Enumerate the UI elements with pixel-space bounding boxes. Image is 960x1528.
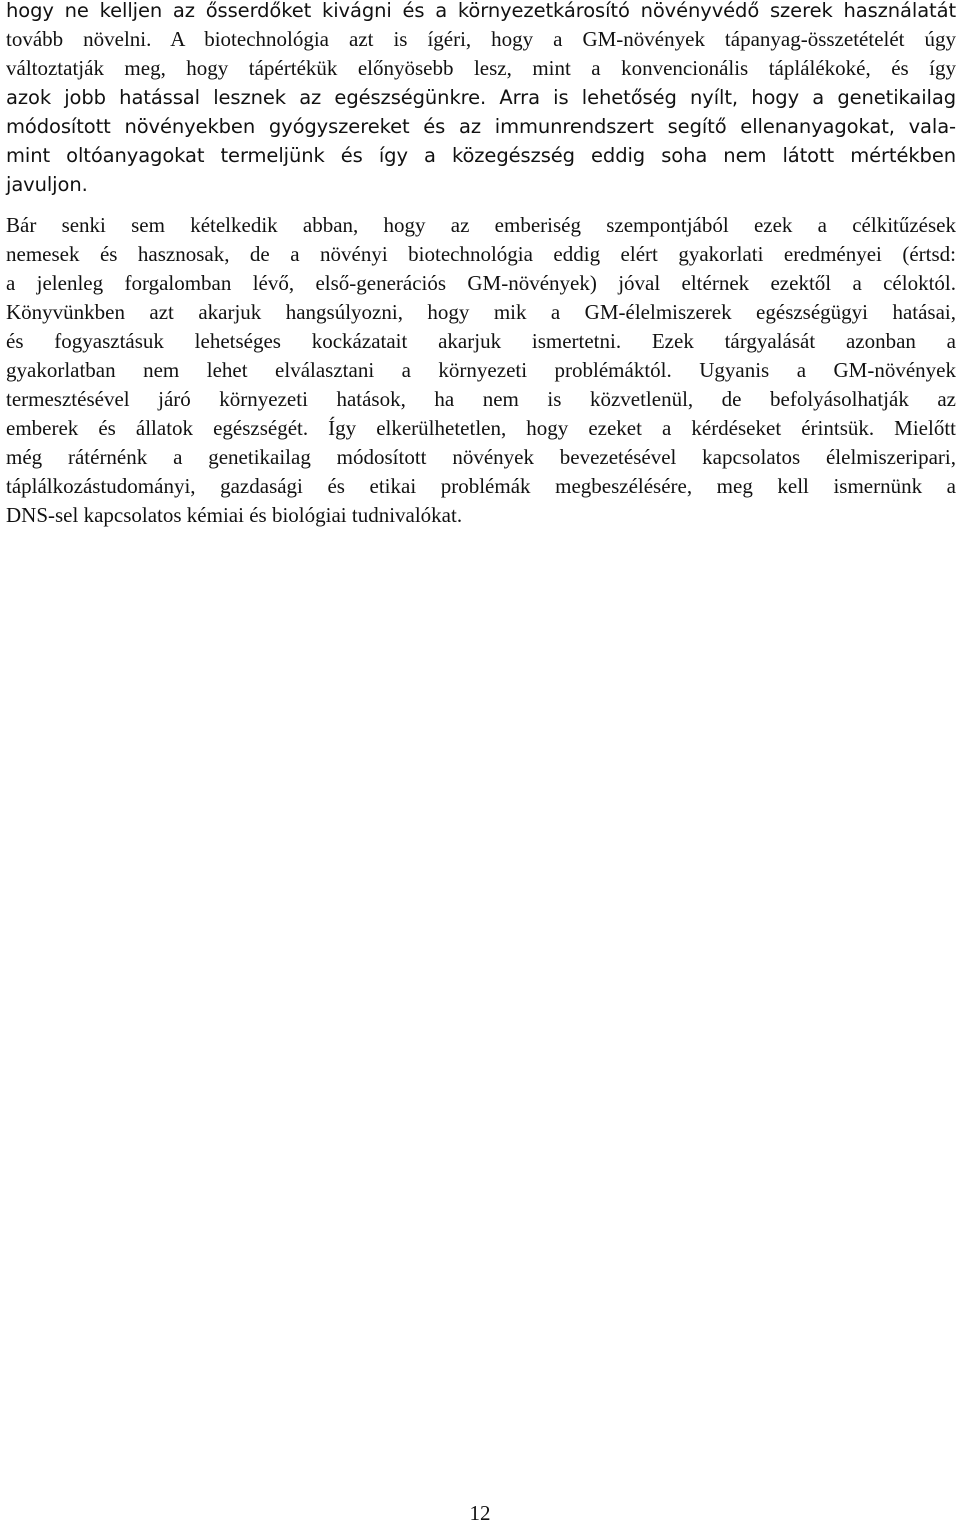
text-line: termesztésével járó környezeti hatások, ha nem is közvetlenül, de befolyásolhatják az <box>6 387 956 411</box>
text-line: módosított növényekben gyógyszereket és az immunrendszert segítő ellenanyagokat, vala- <box>6 115 956 138</box>
text-line: változtatják meg, hogy tápértékük előnyösebb lesz, mint a konvencionális táplálékoké, és így <box>6 56 956 80</box>
text-line: hogy ne kelljen az ősserdőket kivágni és a környezetkárosító növényvédő szerek használatát <box>6 0 956 22</box>
text-line: és fogyasztásuk lehetséges kockázatait akarjuk ismertetni. Ezek tárgyalását azonban a <box>6 329 956 353</box>
text-line: gyakorlatban nem lehet elválasztani a környezeti problémáktól. Ugyanis a GM-növények <box>6 358 956 382</box>
paragraph-2 <box>6 211 956 530</box>
text-line: tovább növelni. A biotechnológia azt is ígéri, hogy a GM-növények tápanyag-összetételét úgy <box>6 27 956 51</box>
text-line: táplálkozástudományi, gazdasági és etikai problémák megbeszélésére, meg kell ismernünk a <box>6 474 956 498</box>
text-line: mint oltóanyagokat termeljünk és így a közegészség eddig soha nem látott mértékben <box>6 144 956 167</box>
text-line: még rátérnénk a genetikailag módosított növények bevezetésével kapcsolatos élelmiszeripari, <box>6 445 956 469</box>
paragraph-1 <box>6 0 956 199</box>
text-line: emberek és állatok egészségét. Így elkerülhetetlen, hogy ezeket a kérdéseket érintsük. Mielőtt <box>6 416 956 440</box>
text-line: a jelenleg forgalomban lévő, első-generációs GM-növények) jóval eltérnek ezektől a céloktól. <box>6 271 956 295</box>
text-line: Könyvünkben azt akarjuk hangsúlyozni, hogy mik a GM-élelmiszerek egészségügyi hatásai, <box>6 300 956 324</box>
page-number: 12 <box>469 1501 491 1525</box>
text-line: DNS-sel kapcsolatos kémiai és biológiai tudnivalókat. <box>6 503 463 527</box>
text-line: azok jobb hatással lesznek az egészségünkre. Arra is lehetőség nyílt, hogy a genetikailag <box>6 86 956 109</box>
text-line: javuljon. <box>6 173 88 196</box>
text-line: Bár senki sem kételkedik abban, hogy az emberiség szempontjából ezek a célkitűzések <box>6 213 956 237</box>
text-line: nemesek és hasznosak, de a növényi biotechnológia eddig elért gyakorlati eredményei (értsd: <box>6 242 956 266</box>
